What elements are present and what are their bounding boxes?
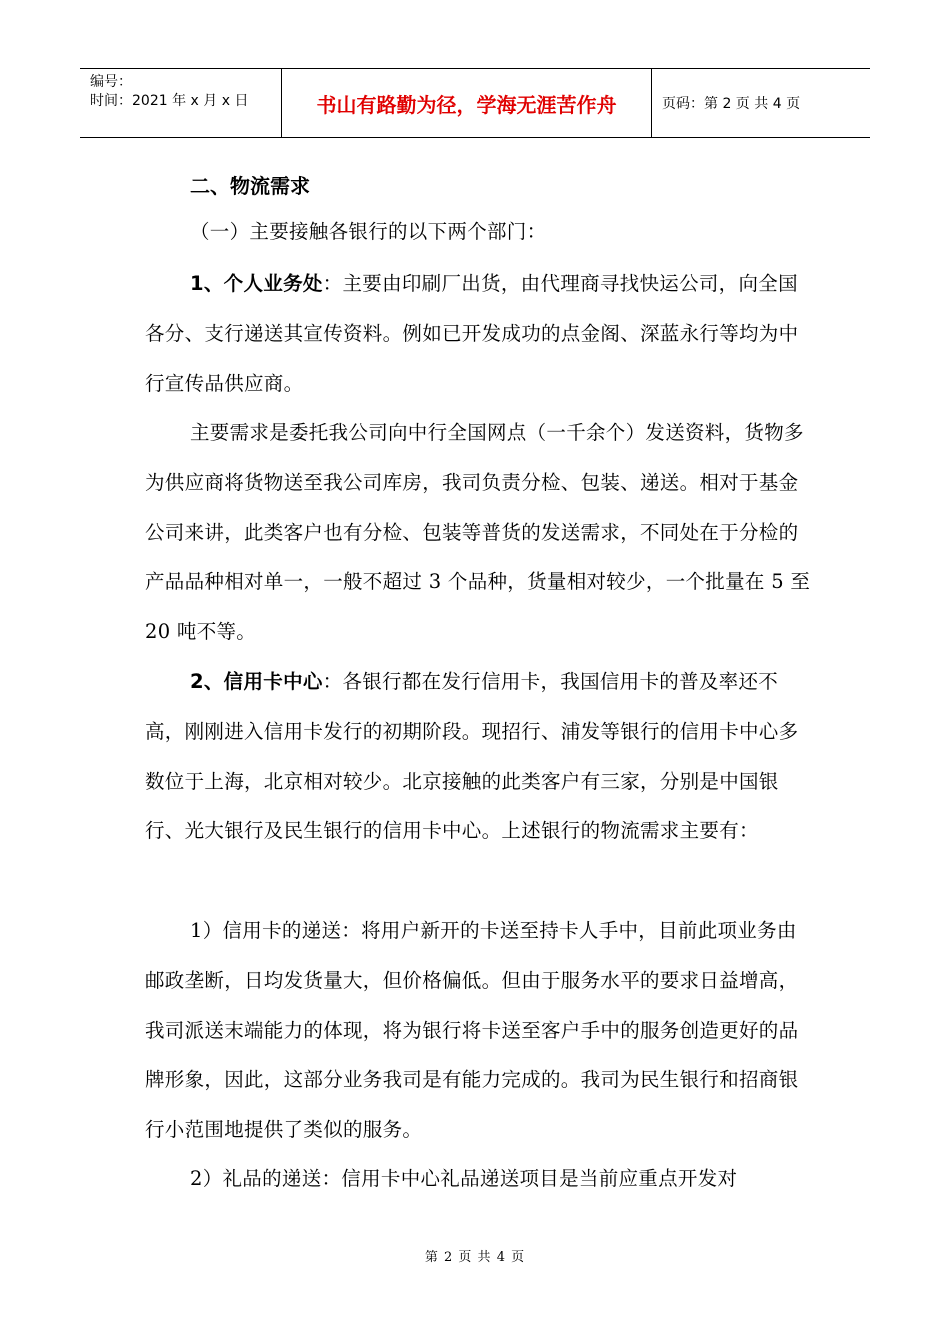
page-footer: 第 2 页 共 4 页 <box>424 1250 526 1265</box>
intro-paragraph: （一）主要接触各银行的以下两个部门： <box>190 220 547 243</box>
document-header <box>80 68 870 138</box>
demand-paragraph: 主要需求是委托我公司向中行全国网点（一千余个）发送资料，货物多为供应商将货物送至我公司库房，我司负责分检、包装、递送。相对于基金公司来讲，此类客户也有分检、包装等普货的发送需求，不同处在于分检的产品品种相对单一，一般不超过 3 个品种，货量相对较少，一个批量在 5 至 20 吨不等。 <box>145 421 811 644</box>
item-personal-business-text: ：主要由印刷厂出货，由代理商寻找快运公司，向全国各分、支行递送其宣传资料。例如已开发成功的点金阁、深蓝永行等均为中行宣传品供应商。 <box>145 272 799 395</box>
item-personal-business-label: 1、个人业务处 <box>190 272 323 295</box>
item-credit-card-center-label: 2、信用卡中心 <box>190 670 323 693</box>
sub-item-card-delivery: 1）信用卡的递送：将用户新开的卡送至持卡人手中，目前此项业务由邮政垄断，日均发货量大，但价格偏低。但由于服务水平的要求日益增高，我司派送末端能力的体现，将为银行将卡送至客户手中的服务创造更好的品牌形象，因此，这部分业务我司是有能力完成的。我司为民生银行和招商银行小范围地提供了类似的服务。 <box>145 919 799 1142</box>
header-motto-cell <box>282 69 652 137</box>
sub-item-gift-delivery: 2）礼品的递送：信用卡中心礼品递送项目是当前应重点开发对 <box>190 1167 738 1190</box>
document-date: 时间：2021 年 x 月 x 日 <box>90 93 249 109</box>
document-code: 编号： <box>90 74 132 90</box>
item-credit-card-center-text: ：各银行都在发行信用卡，我国信用卡的普及率还不高，刚刚进入信用卡发行的初期阶段。现招行、浦发等银行的信用卡中心多数位于上海，北京相对较少。北京接触的此类客户有三家，分别是中国银行、光大银行及民生银行的信用卡中心。上述银行的物流需求主要有： <box>145 670 799 843</box>
item-personal-business <box>145 259 815 408</box>
header-meta-cell <box>80 69 282 137</box>
header-page-info: 页码：第 2 页 共 4 页 <box>662 96 801 112</box>
header-motto: 书山有路勤为径，学海无涯苦作舟 <box>316 92 617 117</box>
section-title: 二、物流需求 <box>190 174 310 198</box>
item-credit-card-center <box>145 657 815 856</box>
header-page-cell <box>652 69 870 137</box>
